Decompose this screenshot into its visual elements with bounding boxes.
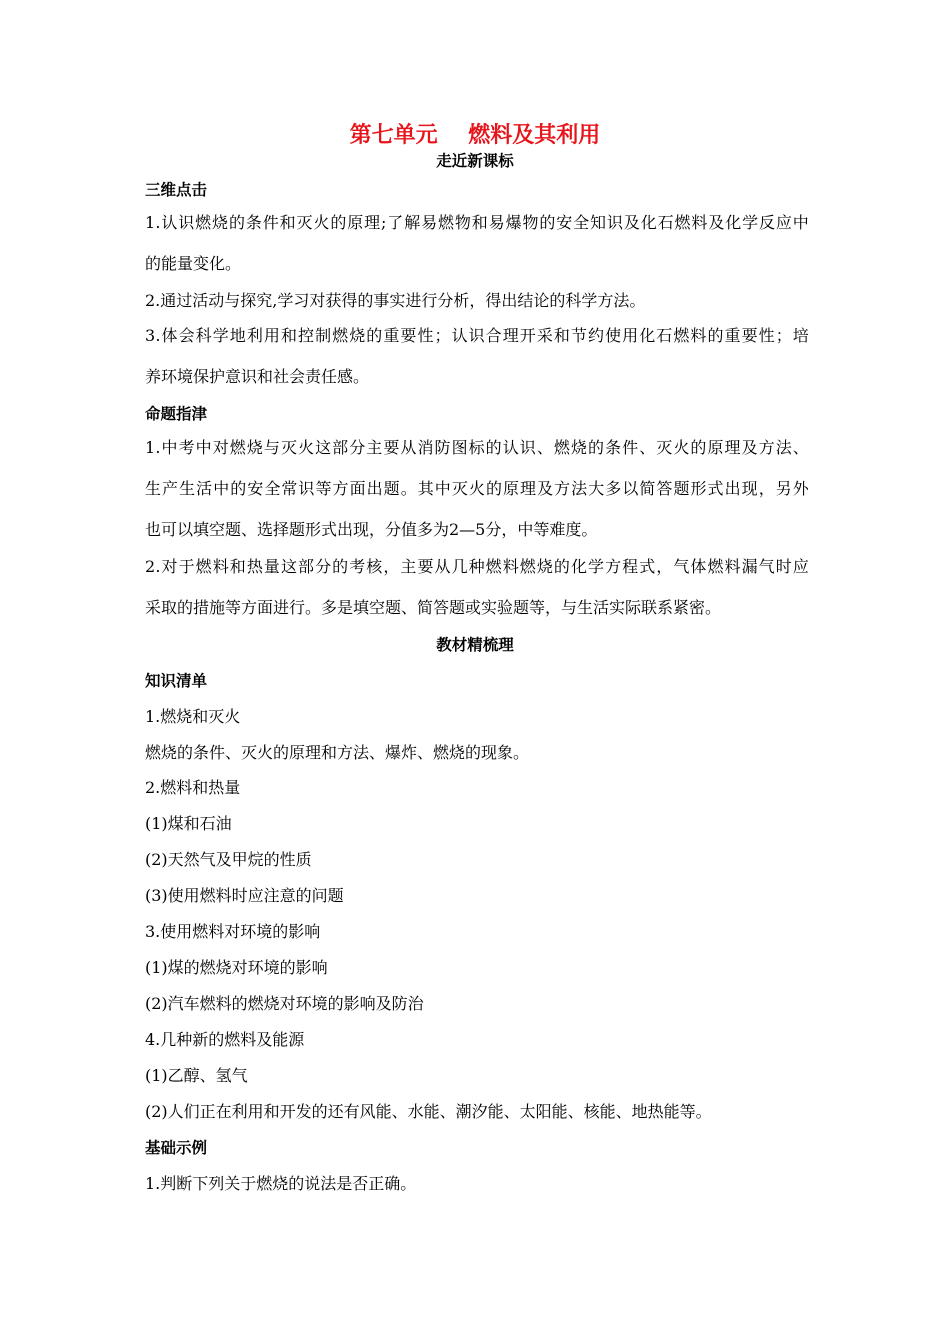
paragraph-line: 1.判断下列关于燃烧的说法是否正确。 (145, 1174, 417, 1193)
list-item: 3.使用燃料对环境的影响 (145, 922, 321, 941)
paragraph-line: 采取的措施等方面进行。多是填空题、简答题或实验题等，与生活实际联系紧密。 (145, 598, 722, 617)
paragraph-line: 2.对于燃料和热量这部分的考核，主要从几种燃料燃烧的化学方程式，气体燃料漏气时应 (145, 557, 809, 576)
list-item: (3)使用燃料时应注意的问题 (145, 886, 344, 905)
section-heading-jichu: 基础示例 (145, 1139, 208, 1157)
list-item: (1)煤的燃烧对环境的影响 (145, 958, 328, 977)
list-item: (1)煤和石油 (145, 814, 232, 833)
paragraph-line: 的能量变化。 (145, 254, 242, 273)
paragraph-line: 1.中考中对燃烧与灭火这部分主要从消防图标的认识、燃烧的条件、灭火的原理及方法、 (145, 438, 809, 457)
list-item: 1.燃烧和灭火 (145, 707, 241, 726)
list-item: 4.几种新的燃料及能源 (145, 1030, 305, 1049)
paragraph-line: 2.通过活动与探究,学习对获得的事实进行分析，得出结论的科学方法。 (145, 291, 646, 310)
list-item: (2)人们正在利用和开发的还有风能、水能、潮汐能、太阳能、核能、地热能等。 (145, 1102, 712, 1121)
list-item: (2)天然气及甲烷的性质 (145, 850, 312, 869)
list-item: (2)汽车燃料的燃烧对环境的影响及防治 (145, 994, 424, 1013)
center-heading: 教材精梳理 (436, 636, 514, 654)
paragraph-line: 生产生活中的安全常识等方面出题。其中灭火的原理及方法大多以简答题形式出现，另外 (145, 479, 809, 498)
list-item: 2.燃料和热量 (145, 778, 241, 797)
section-heading-mingti: 命题指津 (145, 405, 208, 423)
paragraph-line: 3.体会科学地利用和控制燃烧的重要性；认识合理开采和节约使用化石燃料的重要性；培 (145, 326, 809, 345)
paragraph-line: 1.认识燃烧的条件和灭火的原理;了解易燃物和易爆物的安全知识及化石燃料及化学反应中 (145, 213, 809, 232)
paragraph-line: 也可以填空题、选择题形式出现，分值多为2—5分，中等难度。 (145, 520, 598, 539)
list-item: 燃烧的条件、灭火的原理和方法、爆炸、燃烧的现象。 (145, 743, 530, 762)
page-subtitle: 走近新课标 (436, 152, 514, 170)
list-item: (1)乙醇、氢气 (145, 1066, 248, 1085)
section-heading-zhishi: 知识清单 (145, 672, 208, 690)
paragraph-line: 养环境保护意识和社会责任感。 (145, 367, 370, 386)
page-title: 第七单元 燃料及其利用 (349, 123, 601, 148)
section-heading-sanwei: 三维点击 (145, 181, 208, 199)
